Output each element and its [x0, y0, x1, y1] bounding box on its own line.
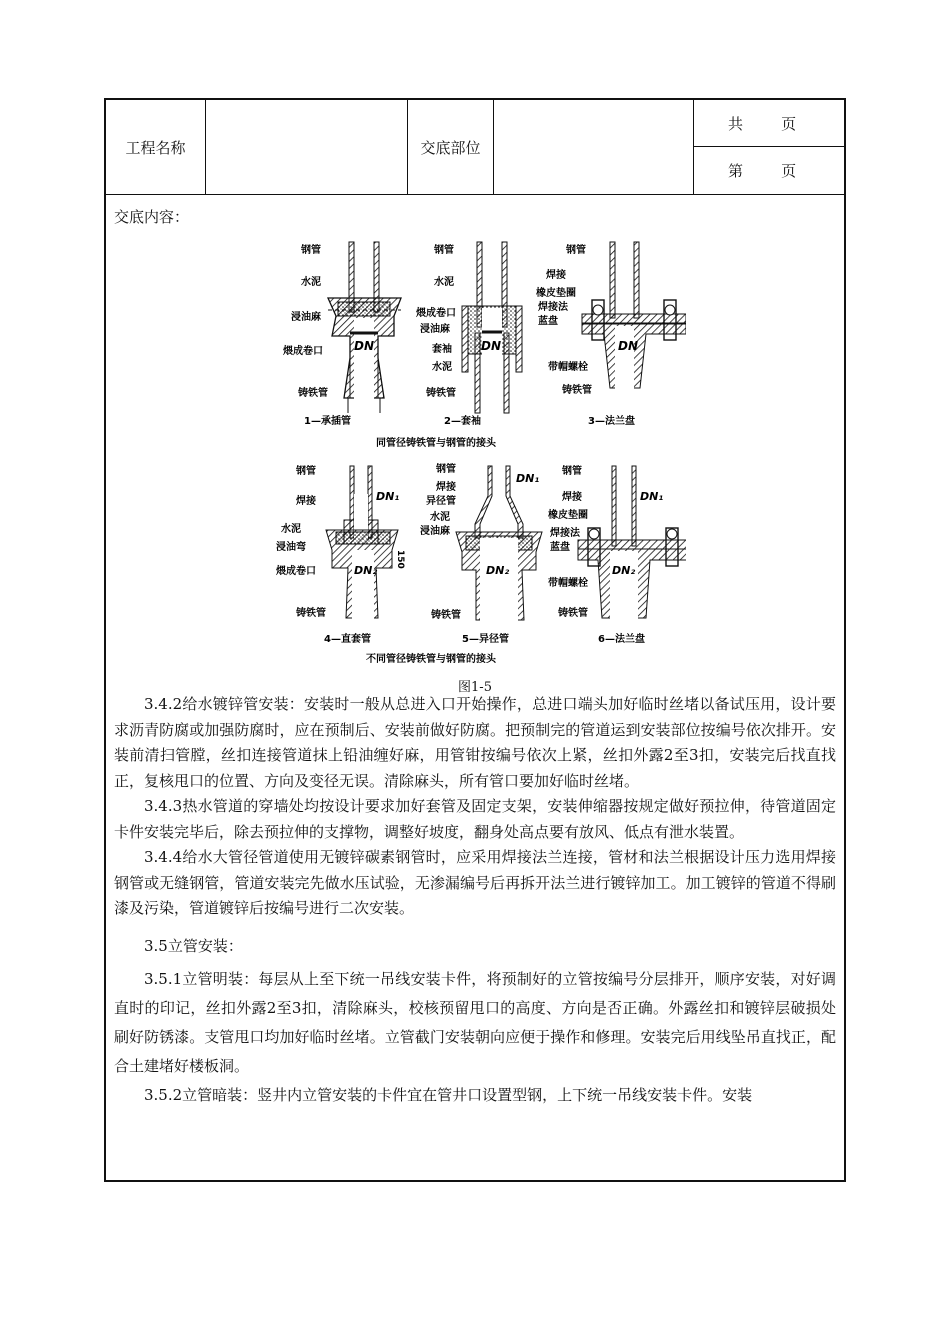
fig3-label: 橡皮垫圈 [536, 288, 576, 299]
fig5-label: 钢管 [436, 464, 456, 475]
fig-5-reducer [419, 462, 542, 645]
fig4-label: 浸油弯 [276, 542, 306, 553]
fig6-dn1: DN₁ [640, 490, 664, 503]
fig4-caption: 4—直套管 [324, 634, 371, 645]
fig-4-straight-sleeve [275, 464, 405, 645]
fig4-dn2: DN₂ [354, 564, 378, 577]
fig1-label: 钢管 [301, 245, 321, 256]
fig2-dn: DN [481, 339, 502, 353]
fig-6-flange [548, 464, 686, 645]
figure-caption: 图1-5 [458, 680, 492, 695]
paragraph-3-4-4: 3.4.4给水大管径管道使用无镀锌碳素钢管时，应采用焊接法兰连接，管材和法兰根据设计压力选用焊接钢管或无缝钢管，管道安装完先做水压试验，无渗漏编号后再拆开法兰进行镀锌加工。加工镀锌的管道不得刷漆及污染，管道镀锌后按编号进行二次安装。 [114, 848, 836, 917]
fig6-label: 焊接 [562, 492, 582, 503]
paragraph-3-5-2: 3.5.2立管暗装：竖井内立管安装的卡件宜在管井口设置型钢，上下统一吊线安装卡件。安装 [144, 1086, 753, 1104]
body-text [114, 692, 836, 1110]
fig4-label: 煨成卷口 [276, 566, 316, 577]
paragraph-3-4-3: 3.4.3热水管道的穿墙处均按设计要求加好套管及固定支架，安装伸缩器按规定做好预拉伸，待管道固定卡件安装完毕后，除去预拉伸的支撑物，调整好坡度，翻身处高点要有放风、低点有泄水装置。 [114, 797, 836, 841]
fig1-label: 浸油麻 [291, 312, 321, 323]
fig1-caption: 1—承插管 [304, 416, 351, 427]
fig3-label: 蓝盘 [538, 316, 558, 327]
total-pages-cell [694, 100, 844, 147]
fig5-dn2: DN₂ [486, 564, 510, 577]
fig4-label: 焊接 [296, 496, 316, 507]
fig3-label: 钢管 [566, 245, 586, 256]
fig2-label: 煨成卷口 [416, 308, 456, 319]
fig3-dn: DN [618, 339, 639, 353]
fig5-label: 水泥 [430, 512, 450, 523]
fig6-label: 铸铁管 [558, 608, 588, 619]
fig2-label: 水泥 [434, 277, 454, 288]
fig6-label: 蓝盘 [550, 542, 570, 553]
location-field[interactable] [494, 100, 694, 194]
fig-1-spigot [282, 242, 401, 438]
fig2-label: 铸铁管 [426, 388, 456, 399]
paragraph-3-4-2: 3.4.2给水镀锌管安装：安装时一般从总进入口开始操作，总进口端头加好临时丝堵以备试压用，设计要求沥青防腐或加强防腐时，应在预制后、安装前做好防腐。把预制完的管道运到安装部位按编号依次排开。安装前清扫管膛，丝扣连接管道抹上铅油缠好麻，用管钳按编号依次上紧，丝扣外露2至3扣，安装完后找直找正，复核甩口的位置、方向及变径无误。清除麻头，所有管口要加好临时丝堵。 [114, 695, 836, 790]
fig5-caption: 5—异径管 [462, 634, 509, 645]
fig1-label: 煨成卷口 [283, 346, 323, 357]
fig-3-flange [536, 242, 686, 427]
fig3-label: 铸铁管 [562, 385, 592, 396]
paragraph-3-5-1: 3.5.1立管明装：每层从上至下统一吊线安装卡件，将预制好的立管按编号分层排开，顺序安装，对好调直时的印记，丝扣外露2至3扣，清除麻头，校核预留甩口的高度、方向是否正确。外露丝扣和镀锌层破损处刷好防锈漆。支管甩口均加好临时丝堵。立管截门安装朝向应便于操作和修理。安装完后用线坠吊直找正，配合土建堵好楼板洞。 [114, 970, 836, 1075]
fig2-label: 浸油麻 [420, 324, 450, 335]
project-name-label: 工程名称 [106, 100, 206, 194]
location-label: 交底部位 [408, 100, 494, 194]
group2-title: 不同管径铸铁管与钢管的接头 [366, 654, 496, 665]
fig5-label: 焊接 [436, 482, 456, 493]
page-number: 第 页 [728, 162, 797, 180]
fig5-label: 铸铁管 [431, 610, 461, 621]
project-name-field[interactable] [206, 100, 408, 194]
page-number-cell [694, 147, 844, 194]
fig4-label: 水泥 [281, 524, 301, 535]
fig6-caption: 6—法兰盘 [598, 634, 645, 645]
fig5-label: 浸油麻 [420, 526, 450, 537]
fig6-label: 焊接法 [550, 528, 580, 539]
section-heading-3-5: 3.5立管安装： [144, 936, 243, 955]
fig4-dn1: DN₁ [376, 490, 400, 503]
fig3-caption: 3—法兰盘 [588, 416, 635, 427]
fig4-label: 铸铁管 [296, 608, 326, 619]
header-table [106, 100, 844, 195]
fig2-caption: 2—套袖 [444, 416, 481, 427]
total-pages: 共 页 [728, 114, 797, 133]
fig5-label: 异径管 [426, 496, 456, 507]
content-label: 交底内容： [114, 208, 190, 226]
fig2-label: 套袖 [432, 344, 452, 355]
fig1-dn: DN [354, 339, 375, 353]
fig6-label: 带帽螺栓 [548, 578, 588, 589]
fig4-dim: 150 [395, 550, 405, 569]
fig2-label: 钢管 [434, 245, 454, 256]
pipe-joint-diagram [266, 238, 686, 666]
fig-2-sleeve [415, 242, 522, 438]
fig3-label: 焊接法 [538, 302, 568, 313]
pipe-joint-figure [266, 238, 686, 670]
fig4-label: 钢管 [296, 466, 316, 477]
fig6-label: 钢管 [562, 466, 582, 477]
fig3-label: 焊接 [546, 270, 566, 281]
fig3-label: 带帽螺栓 [548, 362, 588, 373]
fig6-dn2: DN₂ [612, 564, 636, 577]
fig2-label: 水泥 [432, 362, 452, 373]
fig1-label: 铸铁管 [298, 388, 328, 399]
fig6-label: 橡皮垫圈 [548, 510, 588, 521]
fig1-label: 水泥 [301, 277, 321, 288]
group1-title: 同管径铸铁管与钢管的接头 [376, 438, 496, 449]
fig5-dn1: DN₁ [516, 472, 540, 485]
disclosure-sheet [104, 98, 846, 1182]
